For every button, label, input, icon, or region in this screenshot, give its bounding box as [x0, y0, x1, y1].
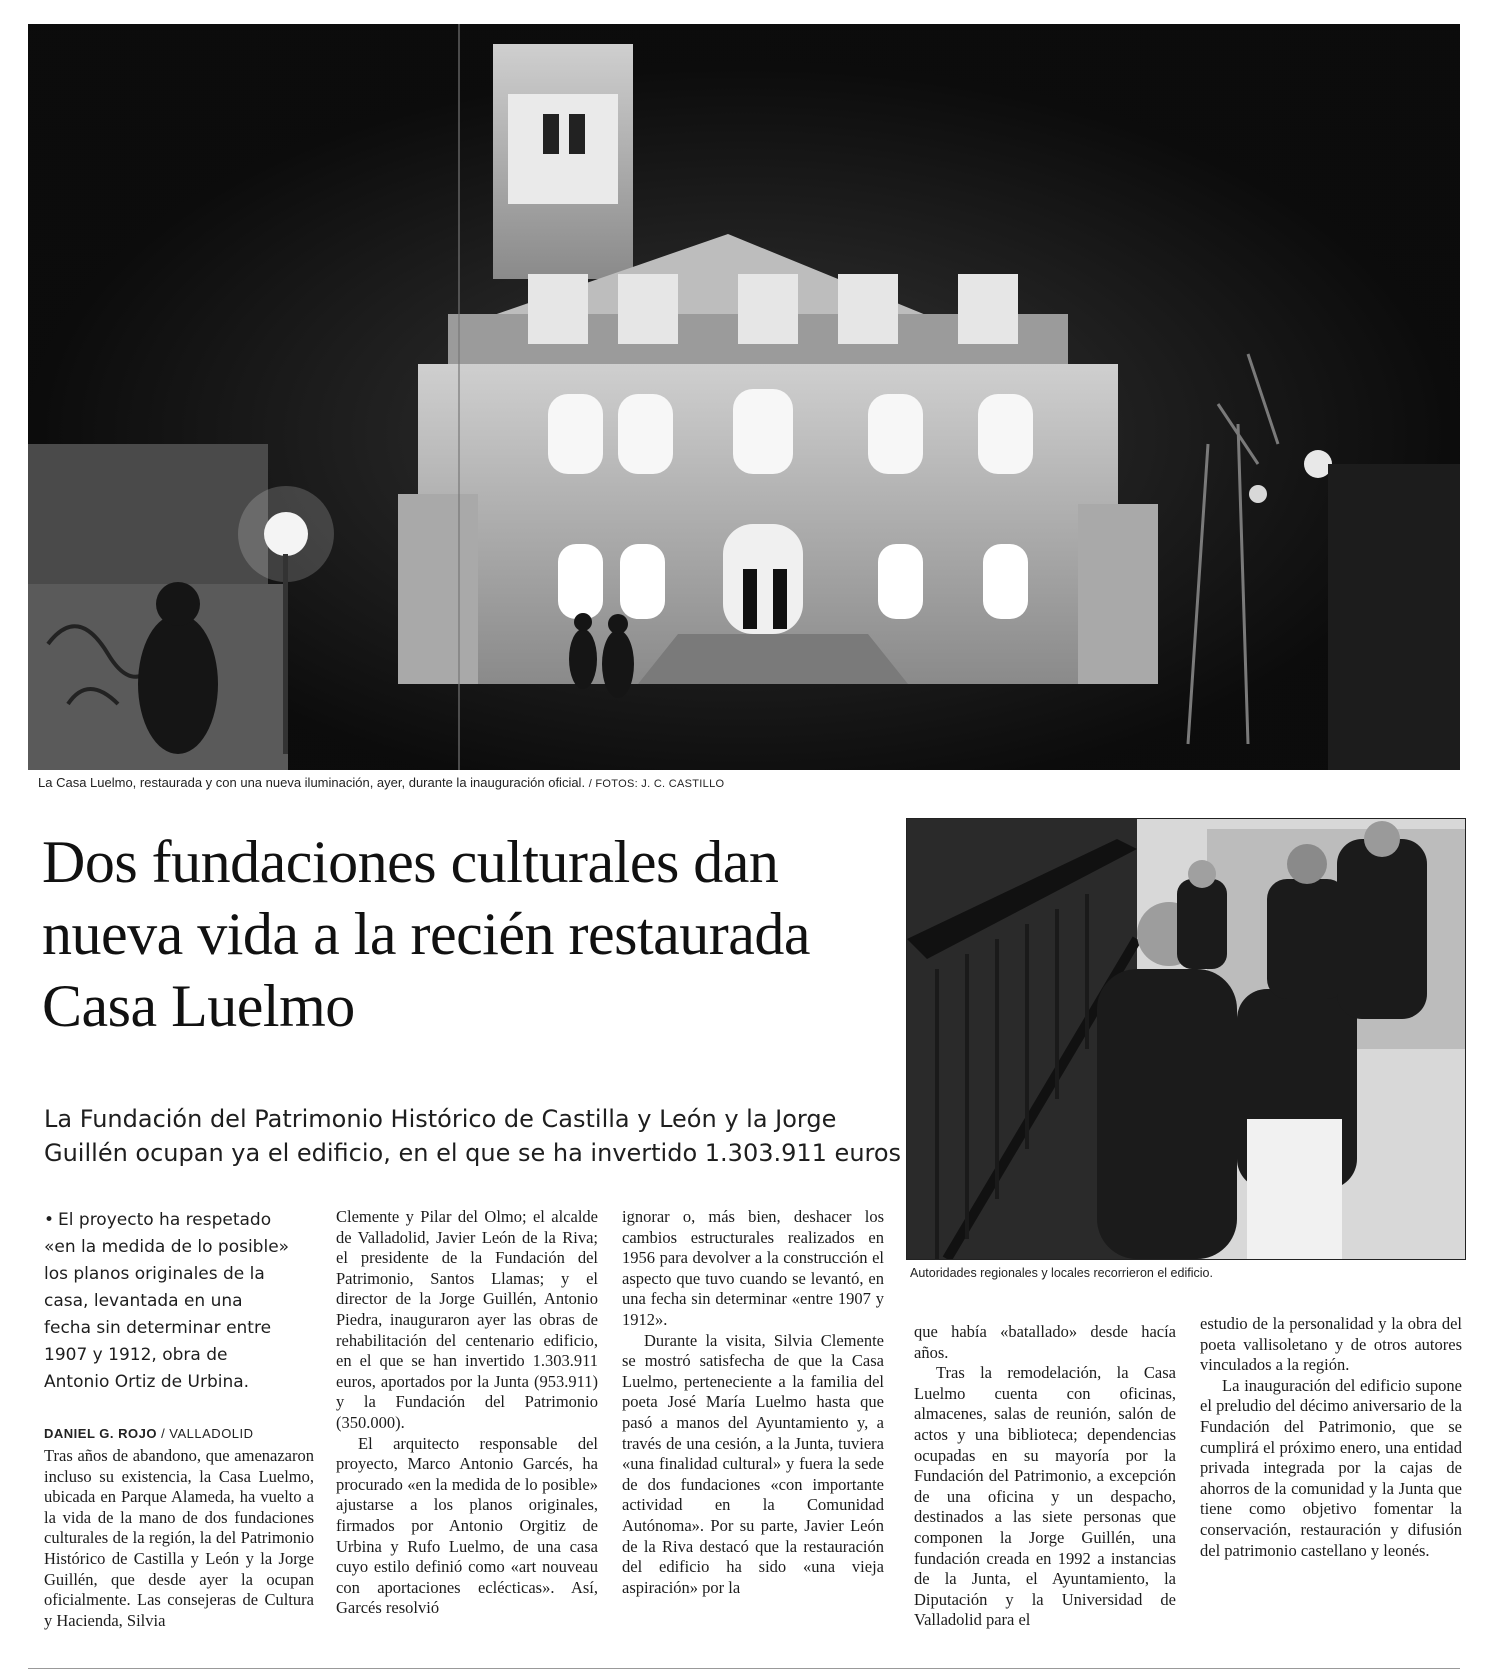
- col5-paragraph-1: estudio de la personalidad y la obra del poeta vallisoletano y de otros autores vinculados a la región.: [1200, 1314, 1462, 1375]
- byline-author: DANIEL G. ROJO: [44, 1426, 157, 1441]
- column-4: [914, 1322, 1176, 1631]
- col2-paragraph-2: El arquitecto responsable del proyecto, Marco Antonio Garcés, ha procurado «en la medida de lo posible» ajustarse a los planos originales, firmados por Antonio Orgitiz de Urbina y Rufo Luelmo, de una casa cuyo estilo definió como «art nouveau con aportaciones eclécticas». Así, Garcés resolvió: [336, 1433, 598, 1618]
- bottom-rule: [28, 1668, 1460, 1669]
- byline: [44, 1426, 254, 1441]
- lead-bullet: •: [44, 1210, 55, 1230]
- subheadline: La Fundación del Patrimonio Histórico de Castilla y León y la Jorge Guillén ocupan ya el edificio, en el que se ha invertido 1.303.911 euros: [44, 1105, 902, 1167]
- column-2: [336, 1207, 598, 1619]
- main-photo: [28, 24, 1460, 770]
- col3-paragraph-1: ignorar o, más bien, deshacer los cambios estructurales realizados en 1956 para devolver a la construcción el aspecto que tuvo cuando se levantó, en una fecha sin determinar «entre 1907 y 1912».: [622, 1207, 884, 1329]
- headline: Dos fundaciones culturales dan nueva vida a la recién restaurada Casa Luelmo: [42, 829, 811, 1039]
- column-1: [44, 1446, 314, 1631]
- col5-paragraph-2: La inauguración del edificio supone el preludio del décimo aniversario de la Fundación del Patrimonio, que se cumplirá el próximo enero, una entidad privada integrada por la cajas de ahorros de la comunidad y la Junta que tiene como objetivo fomentar la conservación, restauración y difusión del patrimonio castellano y leonés.: [1200, 1375, 1462, 1560]
- photo-credit: / FOTOS: J. C. CASTILLO: [588, 778, 725, 790]
- side-photo: [906, 818, 1466, 1260]
- main-photo-caption-text: La Casa Luelmo, restaurada y con una nueva iluminación, ayer, durante la inauguración oficial.: [38, 775, 586, 790]
- col1-paragraph: Tras años de abandono, que amenazaron incluso su existencia, la Casa Luelmo, ubicada en Parque Alameda, ha vuelto a la vida de la mano de dos fundaciones culturales de la región, la del Patrimonio Histórico de Castilla y León y la Jorge Guillén, que desde ayer la ocupan oficialmente. Las consejeras de Cultura y Hacienda, Silvia: [44, 1446, 314, 1630]
- main-photo-caption: [38, 775, 724, 790]
- byline-place: / VALLADOLID: [161, 1426, 254, 1441]
- column-5: [1200, 1314, 1462, 1561]
- side-photo-caption: Autoridades regionales y locales recorrieron el edificio.: [910, 1266, 1213, 1280]
- lead-summary: [44, 1207, 294, 1396]
- casa-luelmo-night-photo: [28, 24, 1460, 770]
- col3-paragraph-2: Durante la visita, Silvia Clemente se mostró satisfecha de que la Casa Luelmo, perteneciente a la familia del poeta José María Luelmo hasta que pasó a manos del Ayuntamiento y, a través de una cesión, a la Junta, tuviera «una finalidad cultural» y fuera la sede de dos fundaciones «con importante actividad en la Comunidad Autónoma». Por su parte, Javier León de la Riva destacó que la restauración del edificio ha sido «una vieja aspiración» por la: [622, 1330, 884, 1597]
- col4-paragraph-1: que había «batallado» desde hacía años.: [914, 1322, 1176, 1362]
- col4-paragraph-2: Tras la remodelación, la Casa Luelmo cuenta con oficinas, almacenes, salas de reunión, salón de actos y una biblioteca; dependencias ocupadas en su mayoría por la Fundación del Patrimonio, a excepción de una oficina y un despacho, destinados a las siete personas que componen la Jorge Guillén, una fundación creada en 1992 a instancias de la Junta, el Ayuntamiento, la Diputación y la Universidad de Valladolid para el: [914, 1363, 1176, 1630]
- column-3: [622, 1207, 884, 1598]
- lead-text: El proyecto ha respetado «en la medida de lo posible» los planos originales de la casa, levantada en una fecha sin determinar entre 1907 y 1912, obra de Antonio Ortiz de Urbina.: [44, 1210, 290, 1392]
- authorities-staircase-photo: [907, 819, 1465, 1259]
- col2-paragraph-1: Clemente y Pilar del Olmo; el alcalde de Valladolid, Javier León de la Riva; el presidente de la Fundación del Patrimonio, Santos Llamas; y el director de la Jorge Guillén, Antonio Piedra, inauguraron ayer las obras de rehabilitación del centenario edificio, en el que se han invertido 1.303.911 euros, aportados por la Junta (953.911) y la Fundación del Patrimonio (350.000).: [336, 1207, 598, 1432]
